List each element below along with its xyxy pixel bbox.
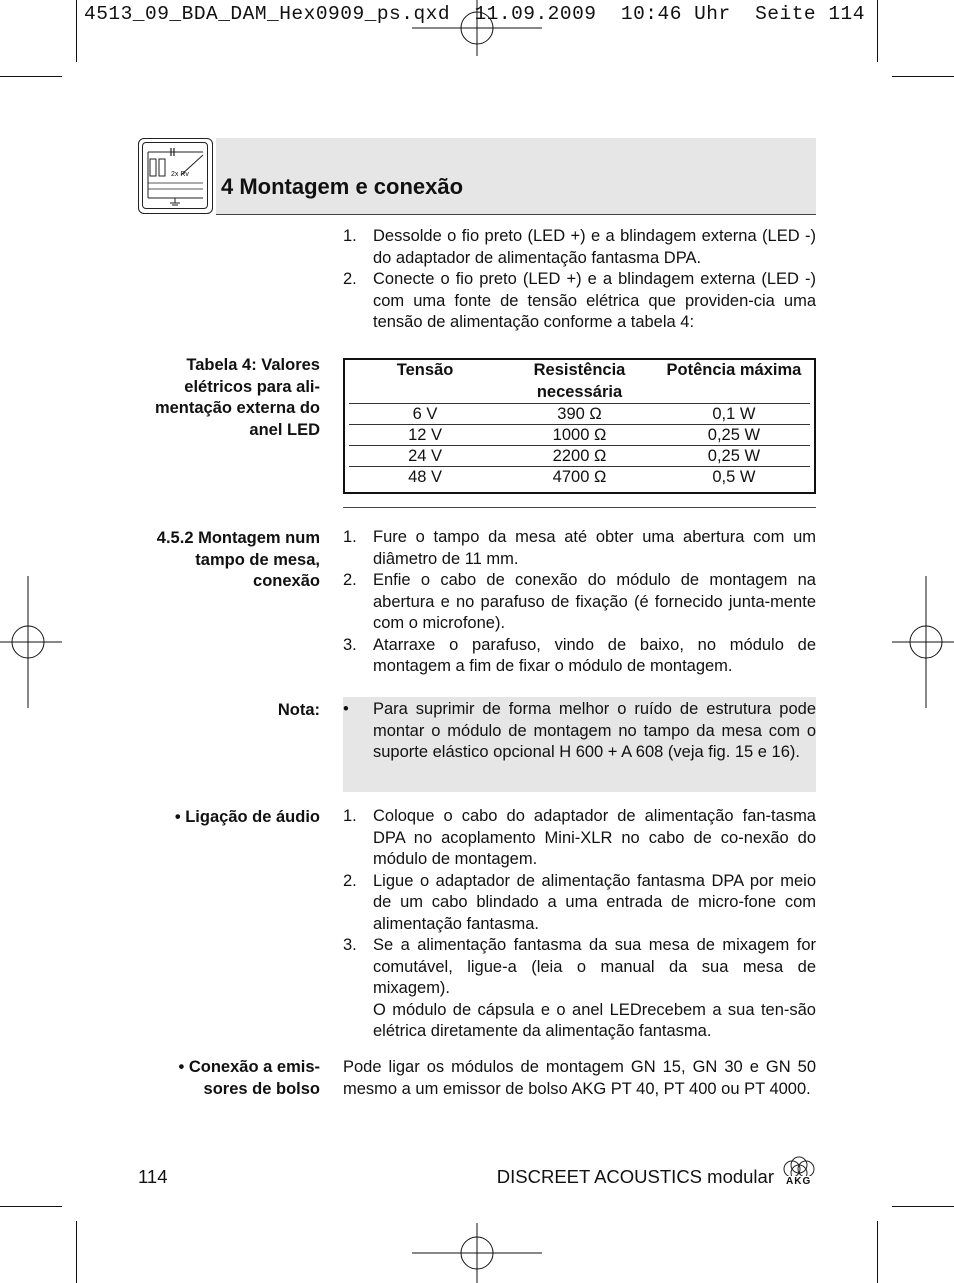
list-item (343, 935, 816, 1043)
section-heading: 4.5.2 Montagem num tampo de mesa, conexão (156, 529, 320, 590)
item-text: Atarraxe o parafuso, vindo de baixo, no módulo de montagem a fim de fixar o módulo de montagem. (373, 635, 816, 675)
table-row (349, 404, 810, 425)
table-cell: 0,25 W (658, 425, 810, 446)
item-text: Enfie o cabo de conexão do módulo de montagem na abertura e no parafuso de fixação (é fornecido junta-mente com o microfone). (373, 571, 816, 632)
item-text: Dessolde o fio preto (LED +) e a blindagem externa (LED -) do adaptador de alimentação fantasma DPA. (373, 227, 816, 267)
item-text: Conecte o fio preto (LED +) e a blindagem externa (LED -) com uma fonte de tensão elétrica que providen-cia uma tensão de alimentação conforme a tabela 4: (373, 270, 816, 331)
table-row (349, 425, 810, 446)
circuit-diagram-icon (138, 138, 213, 214)
note-content (343, 699, 816, 764)
table-header-row (349, 360, 810, 404)
table-cell: 2200 Ω (501, 446, 658, 467)
mounting-steps (343, 527, 816, 678)
bullet: • (343, 700, 349, 718)
akg-logo-icon (780, 1156, 818, 1190)
item-number: 2. (343, 571, 357, 589)
crop-mark (892, 1206, 954, 1207)
registration-mark-icon (0, 576, 62, 708)
list-item (343, 806, 816, 871)
table-cell: 1000 Ω (501, 425, 658, 446)
column-header: Tensão (396, 361, 454, 379)
list-item (343, 871, 816, 936)
list-item (343, 570, 816, 635)
footer-product: DISCREET ACOUSTICS modular (496, 1166, 774, 1187)
item-number: 2. (343, 270, 357, 288)
crop-mark (877, 0, 878, 62)
table-cell: 0,1 W (658, 404, 810, 425)
values-table (343, 358, 816, 494)
column-header: Resistência necessária (533, 361, 626, 401)
item-number: 3. (343, 936, 357, 954)
table-cell: 4700 Ω (501, 467, 658, 488)
item-text: Para suprimir de forma melhor o ruído de estrutura pode montar o módulo de montagem no tampo da mesa com o suporte elástico opcional H 600 + A 608 (veja fig. 15 e 16). (373, 700, 816, 761)
circuit-label: 2x Rv (171, 171, 189, 178)
item-text: Ligue o adaptador de alimentação fantasma DPA por meio de um cabo blindado a uma entrada de micro-fone com alimentação fantasma. (373, 871, 816, 933)
item-text: Fure o tampo da mesa até obter uma abertura com um diâmetro de 11 mm. (373, 528, 816, 568)
table-cell: 0,25 W (658, 446, 810, 467)
crop-mark (892, 76, 954, 77)
table-row (349, 467, 810, 488)
table-cell: 6 V (349, 404, 501, 425)
item-text: Se a alimentação fantasma da sua mesa de mixagem for comutável, ligue-a (leia o manual da sua mesa de mixagem). (373, 936, 816, 997)
crop-mark (76, 0, 77, 62)
item-number: 2. (343, 871, 357, 890)
intro-steps (343, 226, 816, 334)
registration-mark-icon (892, 576, 954, 708)
print-slug: 4513_09_BDA_DAM_Hex0909_ps.qxd 11.09.2009 10:46 Uhr Seite 114 (84, 3, 865, 25)
page-title: 4 Montagem e conexão (221, 174, 464, 199)
audio-steps (343, 806, 816, 1043)
list-item (343, 699, 816, 764)
registration-mark-icon (412, 0, 542, 56)
item-number: 3. (343, 635, 357, 654)
pocket-label: • Conexão a emis-sores de bolso (178, 1058, 320, 1098)
registration-mark-icon (412, 1223, 542, 1283)
item-number: 1. (343, 807, 357, 825)
pocket-text: Pode ligar os módulos de montagem GN 15, GN 30 e GN 50 mesmo a um emissor de bolso AKG PT 40, PT 400 ou PT 4000. (343, 1058, 816, 1098)
table-cell: 390 Ω (501, 404, 658, 425)
table-cell: 48 V (349, 467, 501, 488)
audio-label: • Ligação de áudio (174, 808, 320, 826)
table-caption: Tabela 4: Valores elétricos para ali-mentação externa do anel LED (154, 356, 320, 439)
list-item (343, 226, 816, 269)
crop-mark (0, 76, 62, 77)
logo-text: AKG (786, 1176, 812, 1187)
divider (343, 507, 816, 508)
crop-mark (0, 1206, 62, 1207)
item-text: Coloque o cabo do adaptador de alimentação fan-tasma DPA no acoplamento Mini-XLR no cabo de co-nexão do módulo de montagem. (373, 807, 816, 868)
note-label: Nota: (277, 701, 320, 719)
column-header: Potência máxima (666, 361, 802, 379)
crop-mark (877, 1221, 878, 1283)
crop-mark (76, 1221, 77, 1283)
list-item (343, 527, 816, 570)
table-cell: 12 V (349, 425, 501, 446)
item-number: 1. (343, 528, 357, 546)
item-number: 1. (343, 227, 357, 245)
item-extra-text: O módulo de cápsula e o anel LEDrecebem a sua ten-são elétrica diretamente da alimentação fantasma. (373, 1000, 816, 1040)
list-item (343, 269, 816, 334)
page-number: 114 (138, 1166, 168, 1187)
table-row (349, 446, 810, 467)
table-cell: 0,5 W (658, 467, 810, 488)
list-item (343, 635, 816, 678)
table-cell: 24 V (349, 446, 501, 467)
